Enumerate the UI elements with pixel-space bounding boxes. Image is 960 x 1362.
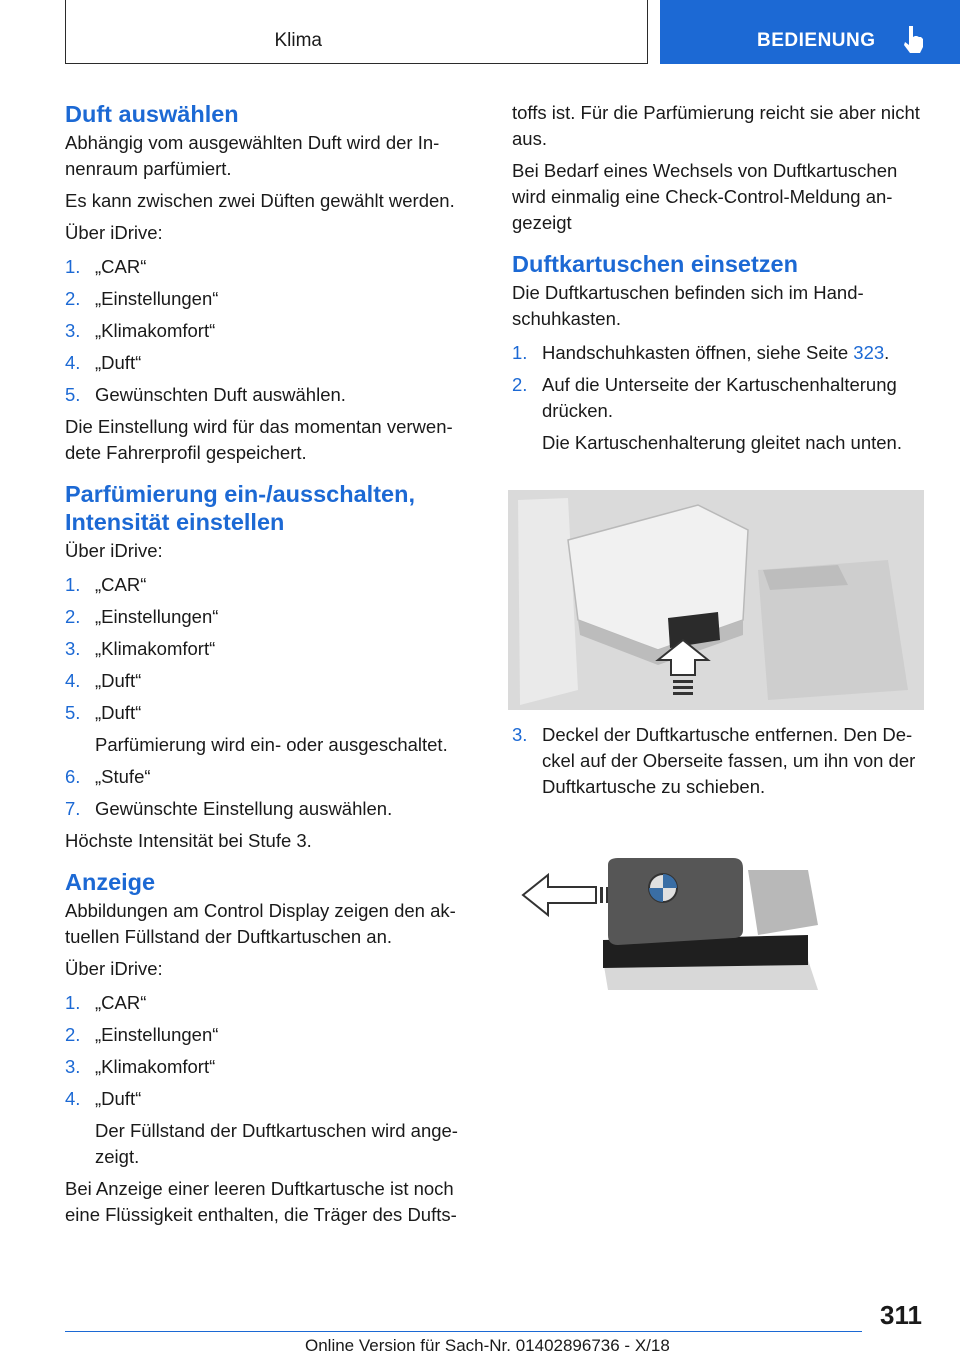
steps-list-2 xyxy=(65,572,470,822)
header-section-title: Klima xyxy=(274,30,322,51)
page-number: 311 xyxy=(880,1300,922,1330)
list-item: 1. Handschuhkasten öffnen, siehe Seite 323. xyxy=(512,342,890,363)
header-frame xyxy=(65,0,648,64)
list-item: 2. „Einstellungen“ xyxy=(65,606,219,627)
list-item: 1. „CAR“ xyxy=(65,992,147,1013)
header-chapter-label: BEDIENUNG xyxy=(757,30,876,51)
list-item: 1. „CAR“ xyxy=(65,256,147,277)
pointing-hand-icon xyxy=(900,24,926,54)
list-item: 3. „Klimakomfort“ xyxy=(65,638,216,659)
right-column-step3 xyxy=(512,722,924,806)
heading-duft-auswaehlen: Duft auswählen xyxy=(65,101,239,127)
steps-list-1 xyxy=(65,254,470,408)
list-item: 4. „Duft“ Der Füllstand der Duftkartuschen wird ange-zeigt. xyxy=(65,1086,470,1170)
right-column xyxy=(512,100,924,462)
paragraph: Es kann zwischen zwei Düften gewählt werden. xyxy=(65,190,455,211)
list-item-note: Parfümierung wird ein- oder ausgeschaltet. xyxy=(95,734,448,755)
list-item: 2. Auf die Unterseite der Kartuschenhalterung drücken. Die Kartuschenhalterung gleitet nach unten. xyxy=(512,372,924,456)
steps-list-4-continued xyxy=(512,722,924,800)
paragraph: Bei Anzeige einer leeren Duftkartusche ist noch eine Flüssigkeit enthalten, die Träger des Dufts- xyxy=(65,1178,457,1225)
footer-divider xyxy=(65,1331,862,1332)
cartridge-lid-illustration xyxy=(508,840,924,1000)
paragraph: Über iDrive: xyxy=(65,540,163,561)
paragraph: Höchste Intensität bei Stufe 3. xyxy=(65,830,312,851)
list-item: 3. Deckel der Duftkartusche entfernen. Den De-ckel auf der Oberseite fassen, um ihn von der Duftkartusche zu schieben. xyxy=(512,724,916,797)
list-item: 1. „CAR“ xyxy=(65,574,147,595)
steps-list-3 xyxy=(65,990,470,1170)
paragraph: Abbildungen am Control Display zeigen den ak-tuellen Füllstand der Duftkartuschen an. xyxy=(65,900,456,947)
paragraph: Bei Bedarf eines Wechsels von Duftkartuschen wird einmalig eine Check-Control-Meldung an-gezeigt xyxy=(512,160,898,233)
steps-list-4 xyxy=(512,340,924,456)
paragraph: Die Duftkartuschen befinden sich im Hand-schuhkasten. xyxy=(512,282,864,329)
cartridge-holder-photo xyxy=(508,490,924,710)
list-item: 5. „Duft“ Parfümierung wird ein- oder ausgeschaltet. xyxy=(65,700,470,758)
list-item-note: Die Kartuschenhalterung gleitet nach unten. xyxy=(542,432,902,453)
paragraph: Über iDrive: xyxy=(65,958,163,979)
list-item: 6. „Stufe“ xyxy=(65,766,151,787)
heading-anzeige: Anzeige xyxy=(65,869,156,895)
cartridge-lid-drawing xyxy=(508,840,924,1000)
list-item: 2. „Einstellungen“ xyxy=(65,288,219,309)
cartridge-holder-illustration xyxy=(508,490,924,710)
list-item: 3. „Klimakomfort“ xyxy=(65,320,216,341)
list-item-note: Der Füllstand der Duftkartuschen wird ange-zeigt. xyxy=(95,1120,458,1167)
heading-duftkartuschen-einsetzen: Duftkartuschen einsetzen xyxy=(512,251,798,277)
page-reference-link[interactable]: 323 xyxy=(853,342,885,363)
list-item: 5. Gewünschten Duft auswählen. xyxy=(65,384,346,405)
list-item: 4. „Duft“ xyxy=(65,352,142,373)
heading-parfuemierung: Parfümierung ein-/ausschalten, Intensität einstellen xyxy=(65,481,415,535)
paragraph: toffs ist. Für die Parfümierung reicht sie aber nicht aus. xyxy=(512,102,920,149)
footer-version-text: Online Version für Sach-Nr. 01402896736 - X/18 xyxy=(305,1336,670,1355)
list-item: 2. „Einstellungen“ xyxy=(65,1024,219,1045)
paragraph: Über iDrive: xyxy=(65,222,163,243)
paragraph: Die Einstellung wird für das momentan verwen-dete Fahrerprofil gespeichert. xyxy=(65,416,453,463)
list-item: 3. „Klimakomfort“ xyxy=(65,1056,216,1077)
list-item: 4. „Duft“ xyxy=(65,670,142,691)
left-column xyxy=(65,100,470,1234)
list-item: 7. Gewünschte Einstellung auswählen. xyxy=(65,798,393,819)
header-chapter-tab xyxy=(660,0,960,64)
paragraph: Abhängig vom ausgewählten Duft wird der In-nenraum parfümiert. xyxy=(65,132,440,179)
